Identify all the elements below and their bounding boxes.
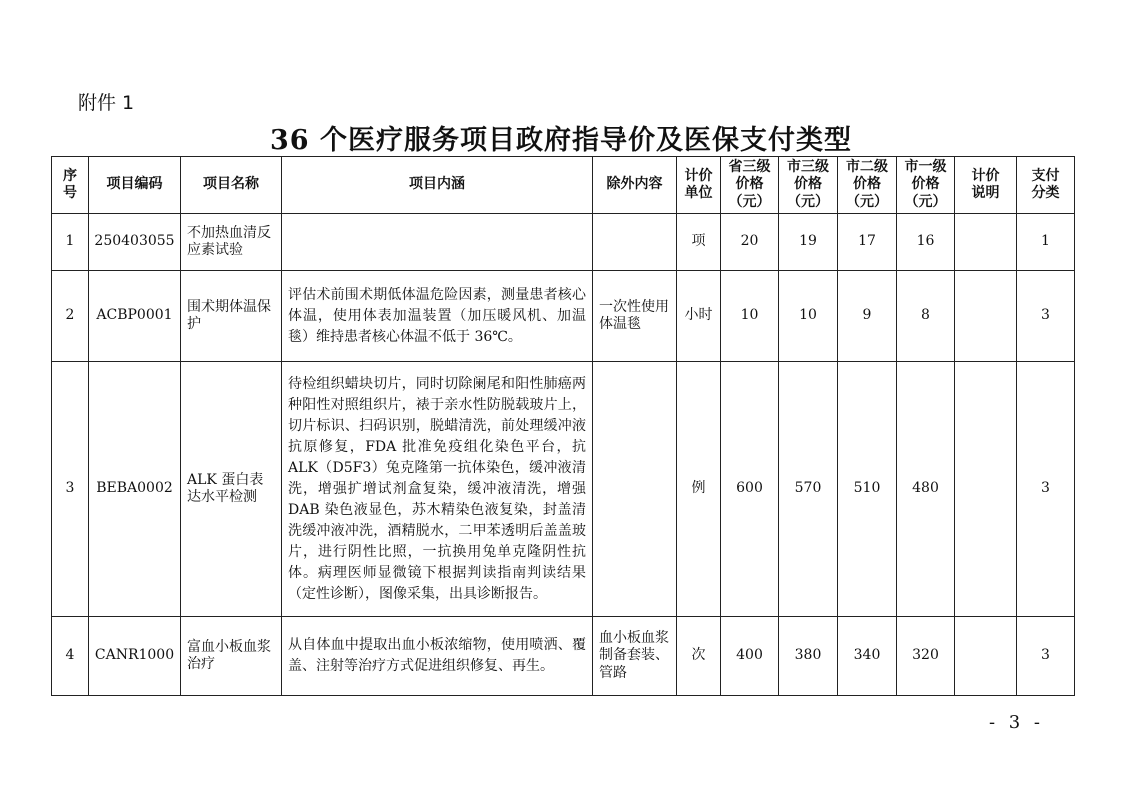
cell-excl: 血小板血浆制备套装、管路	[593, 617, 677, 696]
column-header-p4	[897, 157, 955, 214]
column-header-line: 除外内容	[606, 176, 663, 193]
column-header-line: 价格	[735, 176, 764, 193]
page-number: - 3 -	[988, 712, 1044, 733]
cell-pay: 3	[1017, 362, 1075, 617]
column-header-line: 项目内涵	[409, 176, 465, 193]
cell-content	[282, 214, 593, 271]
cell-content: 评估术前围术期低体温危险因素，测量患者核心体温，使用体表加温装置（加压暖风机、加温毯）维持患者核心体温不低于 36℃。	[282, 271, 593, 362]
cell-p4: 8	[897, 271, 955, 362]
table-row	[52, 214, 1075, 271]
cell-unit: 小时	[677, 271, 721, 362]
cell-name: ALK 蛋白表达水平检测	[181, 362, 282, 617]
column-header-line: 序	[63, 167, 77, 184]
column-header-pay	[1017, 157, 1075, 214]
cell-note	[955, 362, 1017, 617]
cell-note	[955, 214, 1017, 271]
cell-p2: 570	[779, 362, 838, 617]
cell-no: 4	[52, 617, 89, 696]
price-table	[51, 156, 1075, 696]
cell-code: ACBP0001	[89, 271, 181, 362]
table-row	[52, 271, 1075, 362]
cell-content: 从自体血中提取出血小板浓缩物，使用喷洒、覆盖、注射等治疗方式促进组织修复、再生。	[282, 617, 593, 696]
column-header-p1	[721, 157, 779, 214]
cell-p1: 10	[721, 271, 779, 362]
cell-name: 富血小板血浆治疗	[181, 617, 282, 696]
column-header-line: 市三级	[787, 158, 829, 175]
cell-pay: 3	[1017, 271, 1075, 362]
cell-p2: 380	[779, 617, 838, 696]
cell-unit: 次	[677, 617, 721, 696]
column-header-line: 分类	[1031, 185, 1060, 201]
column-header-code	[89, 157, 181, 214]
column-header-line: 单位	[684, 185, 713, 201]
cell-excl: 一次性使用体温毯	[593, 271, 677, 362]
cell-p4: 320	[897, 617, 955, 696]
column-header-line: 号	[63, 185, 77, 201]
cell-p3: 17	[838, 214, 897, 271]
column-header-line: （元）	[846, 193, 888, 210]
cell-code: 250403055	[89, 214, 181, 271]
column-header-line: （元）	[787, 193, 829, 210]
column-header-line: 说明	[971, 185, 1000, 201]
table-row	[52, 617, 1075, 696]
column-header-unit	[677, 157, 721, 214]
column-header-note	[955, 157, 1017, 214]
column-header-line: 支付	[1031, 167, 1060, 184]
header-row	[52, 157, 1075, 214]
cell-p1: 20	[721, 214, 779, 271]
cell-p2: 10	[779, 271, 838, 362]
cell-unit: 例	[677, 362, 721, 617]
column-header-line: 市二级	[846, 158, 888, 175]
cell-no: 1	[52, 214, 89, 271]
column-header-line: 市一级	[904, 158, 947, 175]
cell-p2: 19	[779, 214, 838, 271]
column-header-line: 价格	[853, 176, 881, 193]
cell-code: CANR1000	[89, 617, 181, 696]
cell-p4: 480	[897, 362, 955, 617]
cell-note	[955, 617, 1017, 696]
cell-excl	[593, 362, 677, 617]
column-header-line: 计价	[971, 167, 1000, 184]
column-header-line: （元）	[904, 193, 947, 210]
cell-content: 待检组织蜡块切片，同时切除阑尾和阳性肺癌两种阳性对照组织片，裱于亲水性防脱载玻片上，切片标识、扫码识别，脱蜡清洗，前处理缓冲液抗原修复，FDA 批准免疫组化染色平台，抗 ALK（D5F3）兔克隆第一抗体染色，缓冲液清洗，增强扩增试剂盒复染，缓冲液清洗，增强 DAB 染色液显色，苏木精染色液复染，封盖清洗缓冲液冲洗，酒精脱水，二甲苯透明后盖盖玻片，进行阴性比照，一抗换用兔单克隆阴性抗体。病理医师显微镜下根据判读指南判读结果（定性诊断），图像采集，出具诊断报告。	[282, 362, 593, 617]
column-header-line: 价格	[911, 176, 940, 193]
cell-p1: 600	[721, 362, 779, 617]
cell-note	[955, 271, 1017, 362]
cell-name: 围术期体温保护	[181, 271, 282, 362]
cell-p3: 510	[838, 362, 897, 617]
attachment-label: 附件 1	[78, 92, 135, 114]
cell-pay: 3	[1017, 617, 1075, 696]
table-header	[52, 157, 1075, 214]
column-header-content	[282, 157, 593, 214]
table-row	[52, 362, 1075, 617]
column-header-line: 省三级	[728, 158, 771, 175]
cell-code: BEBA0002	[89, 362, 181, 617]
cell-p3: 340	[838, 617, 897, 696]
column-header-line: 项目名称	[203, 176, 259, 193]
table-body	[52, 214, 1075, 696]
cell-p1: 400	[721, 617, 779, 696]
cell-p3: 9	[838, 271, 897, 362]
column-header-line: 项目编码	[106, 176, 163, 193]
column-header-line: 价格	[794, 176, 822, 193]
column-header-line: 计价	[684, 167, 713, 184]
column-header-line: （元）	[728, 193, 771, 210]
column-header-no	[52, 157, 89, 214]
cell-name: 不加热血清反应素试验	[181, 214, 282, 271]
column-header-p2	[779, 157, 838, 214]
cell-no: 2	[52, 271, 89, 362]
column-header-name	[181, 157, 282, 214]
column-header-excl	[593, 157, 677, 214]
column-header-p3	[838, 157, 897, 214]
document-title: 36 个医疗服务项目政府指导价及医保支付类型	[270, 125, 852, 156]
cell-excl	[593, 214, 677, 271]
cell-p4: 16	[897, 214, 955, 271]
cell-pay: 1	[1017, 214, 1075, 271]
cell-no: 3	[52, 362, 89, 617]
cell-unit: 项	[677, 214, 721, 271]
